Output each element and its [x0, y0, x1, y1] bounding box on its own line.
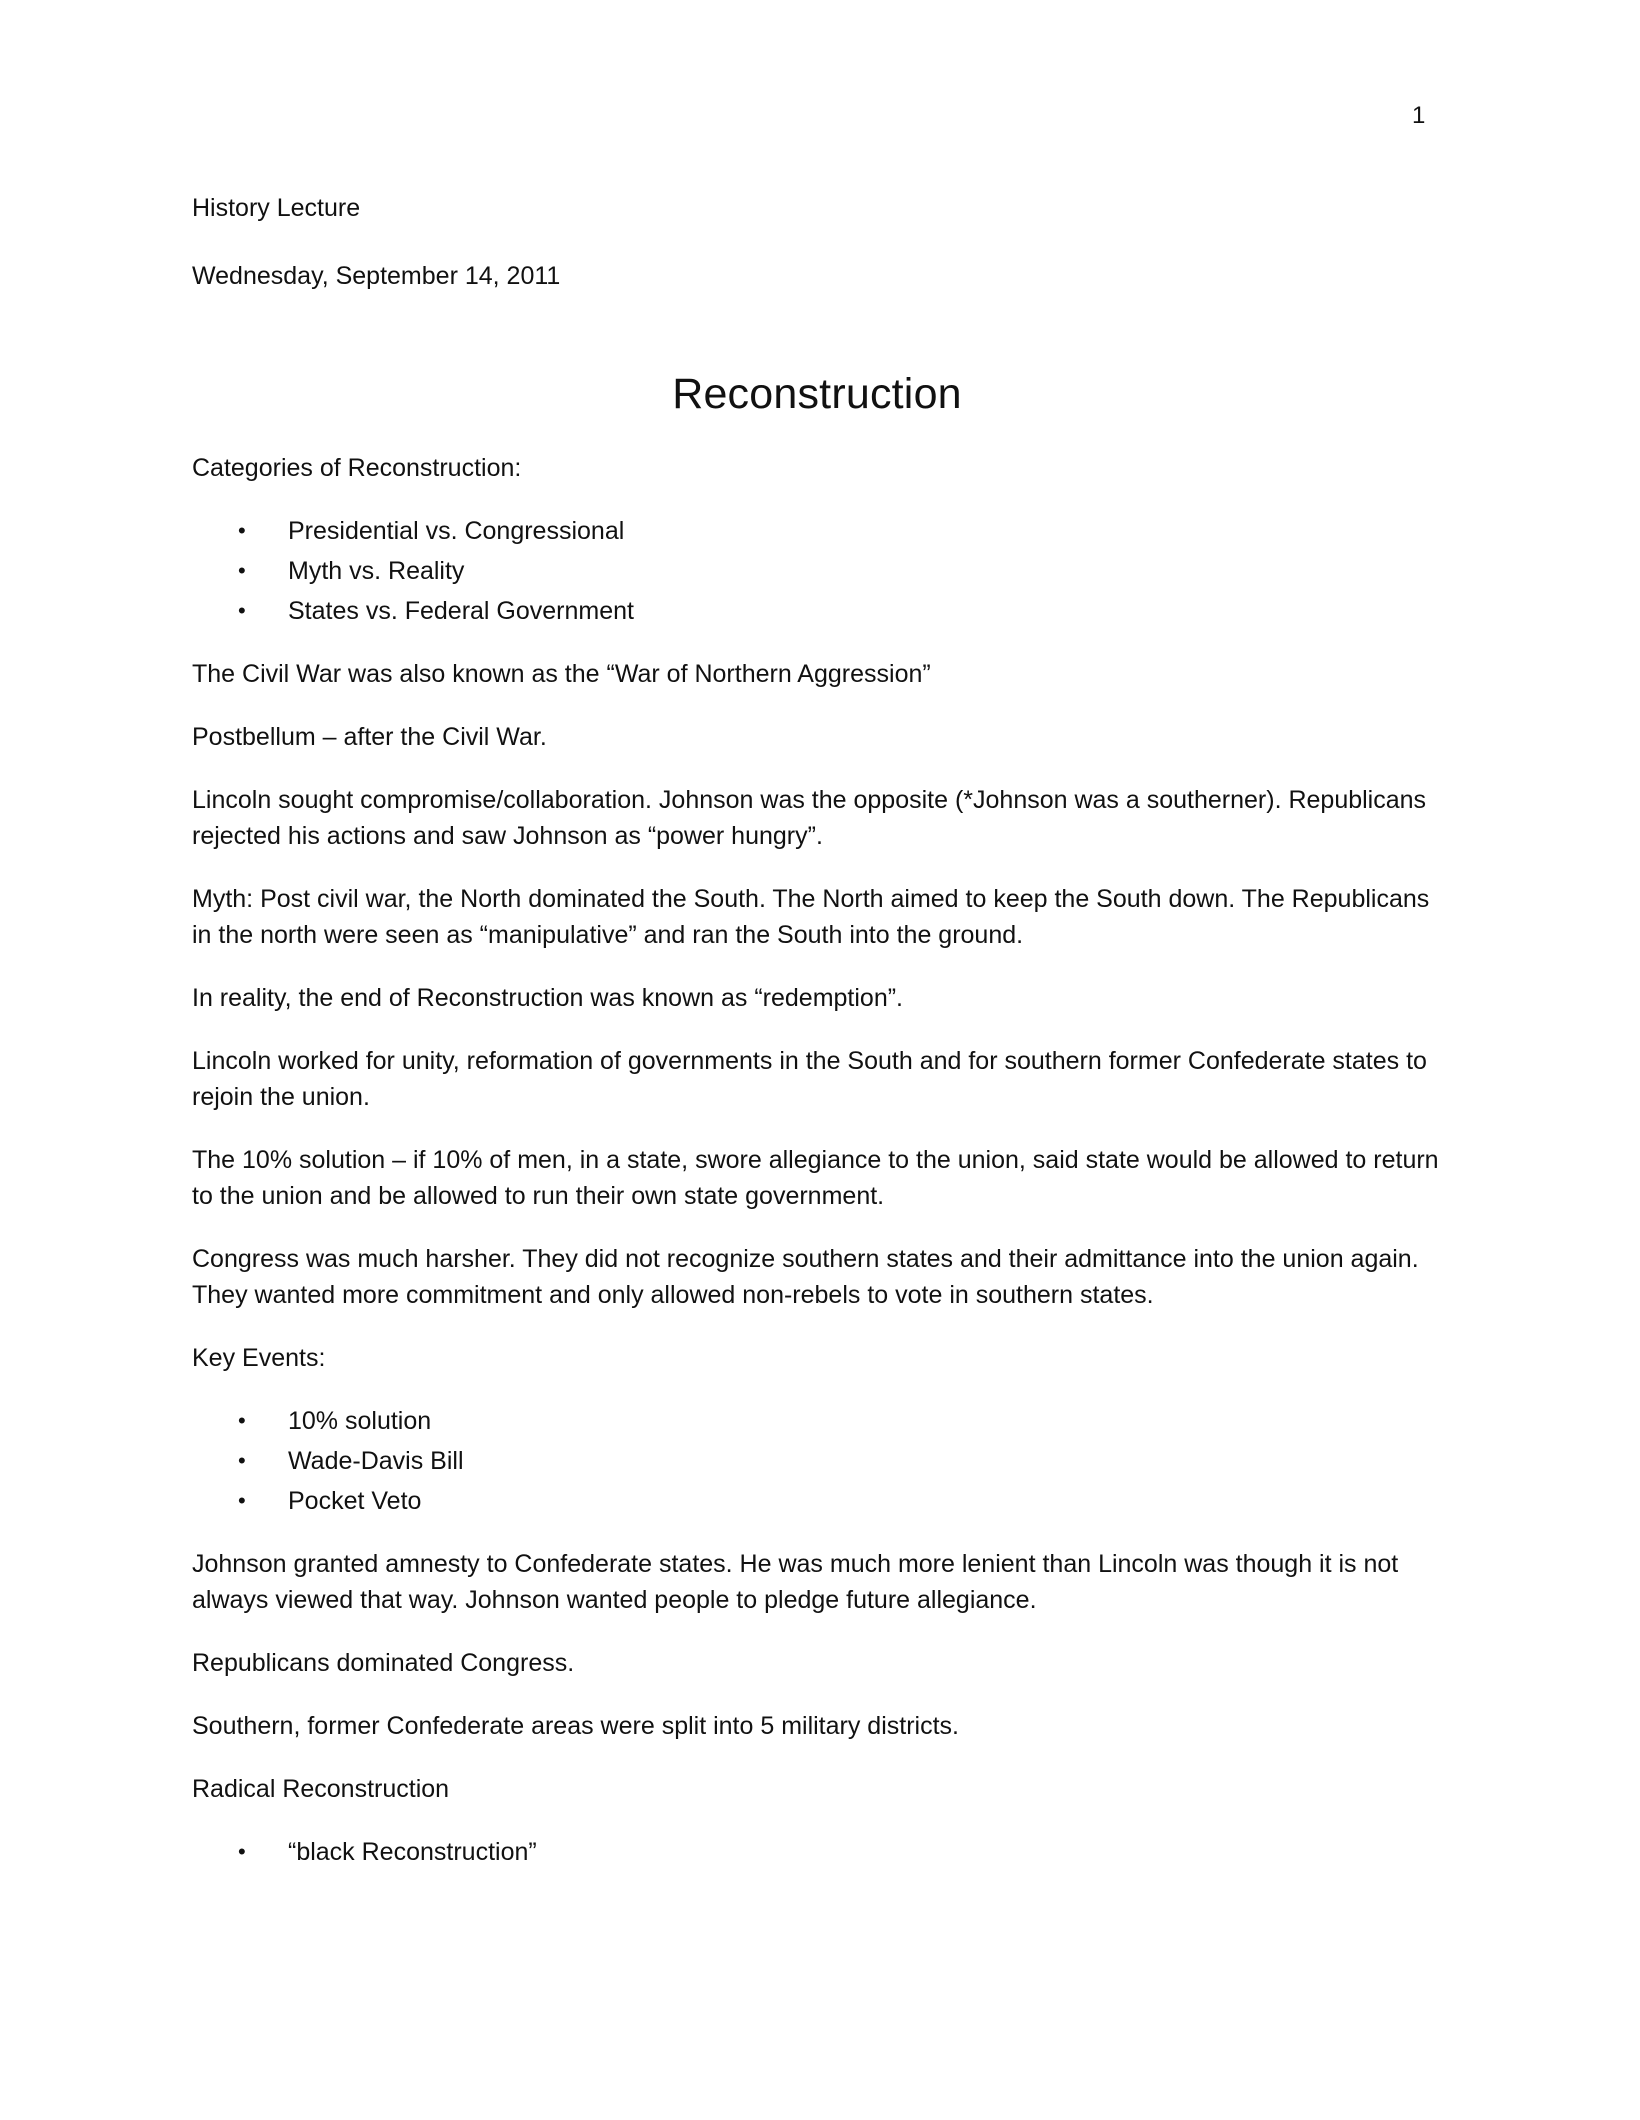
paragraph: The 10% solution – if 10% of men, in a state, swore allegiance to the union, said state would be allowed to return to the union and be allowed to run their own state government.	[192, 1146, 1439, 1210]
bullet-icon: •	[238, 518, 246, 543]
categories-list	[192, 513, 1442, 629]
list-item	[192, 1483, 1442, 1519]
paragraph: Johnson granted amnesty to Confederate states. He was much more lenient than Lincoln was though it is not always viewed that way. Johnson wanted people to pledge future allegiance.	[192, 1550, 1399, 1614]
bullet-icon: •	[238, 1488, 246, 1513]
paragraph: Republicans dominated Congress.	[192, 1649, 575, 1677]
list-item-text: States vs. Federal Government	[288, 597, 634, 625]
lecture-date: Wednesday, September 14, 2011	[192, 262, 561, 290]
key-events-list	[192, 1403, 1442, 1519]
list-item	[192, 1403, 1442, 1439]
document-body	[192, 190, 1442, 1897]
course-name: History Lecture	[192, 194, 361, 222]
list-item-text: “black Reconstruction”	[288, 1838, 537, 1866]
list-item	[192, 513, 1442, 549]
paragraph: Congress was much harsher. They did not recognize southern states and their admittance into the union again. They wanted more commitment and only allowed non-rebels to vote in southern states.	[192, 1245, 1419, 1309]
paragraph: Lincoln worked for unity, reformation of governments in the South and for southern former Confederate states to rejoin the union.	[192, 1047, 1427, 1111]
paragraph: Myth: Post civil war, the North dominated the South. The North aimed to keep the South down. The Republicans in the north were seen as “manipulative” and ran the South into the ground.	[192, 885, 1430, 949]
bullet-icon: •	[238, 1839, 246, 1864]
list-item-text: Pocket Veto	[288, 1487, 422, 1515]
list-item-text: Wade-Davis Bill	[288, 1447, 464, 1475]
radical-heading: Radical Reconstruction	[192, 1775, 450, 1803]
bullet-icon: •	[238, 598, 246, 623]
bullet-icon: •	[238, 558, 246, 583]
list-item	[192, 1834, 1442, 1870]
list-item-text: Myth vs. Reality	[288, 557, 465, 585]
paragraph: In reality, the end of Reconstruction was known as “redemption”.	[192, 984, 903, 1012]
paragraph: The Civil War was also known as the “War of Northern Aggression”	[192, 660, 931, 688]
bullet-icon: •	[238, 1408, 246, 1433]
list-item-text: 10% solution	[288, 1407, 432, 1435]
categories-heading: Categories of Reconstruction:	[192, 454, 522, 482]
bullet-icon: •	[238, 1448, 246, 1473]
paragraph: Southern, former Confederate areas were split into 5 military districts.	[192, 1712, 959, 1740]
key-events-heading: Key Events:	[192, 1344, 326, 1372]
list-item	[192, 553, 1442, 589]
page-number: 1	[1412, 102, 1426, 129]
list-item	[192, 593, 1442, 629]
list-item	[192, 1443, 1442, 1479]
paragraph: Lincoln sought compromise/collaboration. Johnson was the opposite (*Johnson was a southerner). Republicans rejected his actions and saw Johnson as “power hungry”.	[192, 786, 1427, 850]
radical-list	[192, 1834, 1442, 1870]
document-title: Reconstruction	[672, 370, 962, 418]
paragraph: Postbellum – after the Civil War.	[192, 723, 547, 751]
list-item-text: Presidential vs. Congressional	[288, 517, 625, 545]
